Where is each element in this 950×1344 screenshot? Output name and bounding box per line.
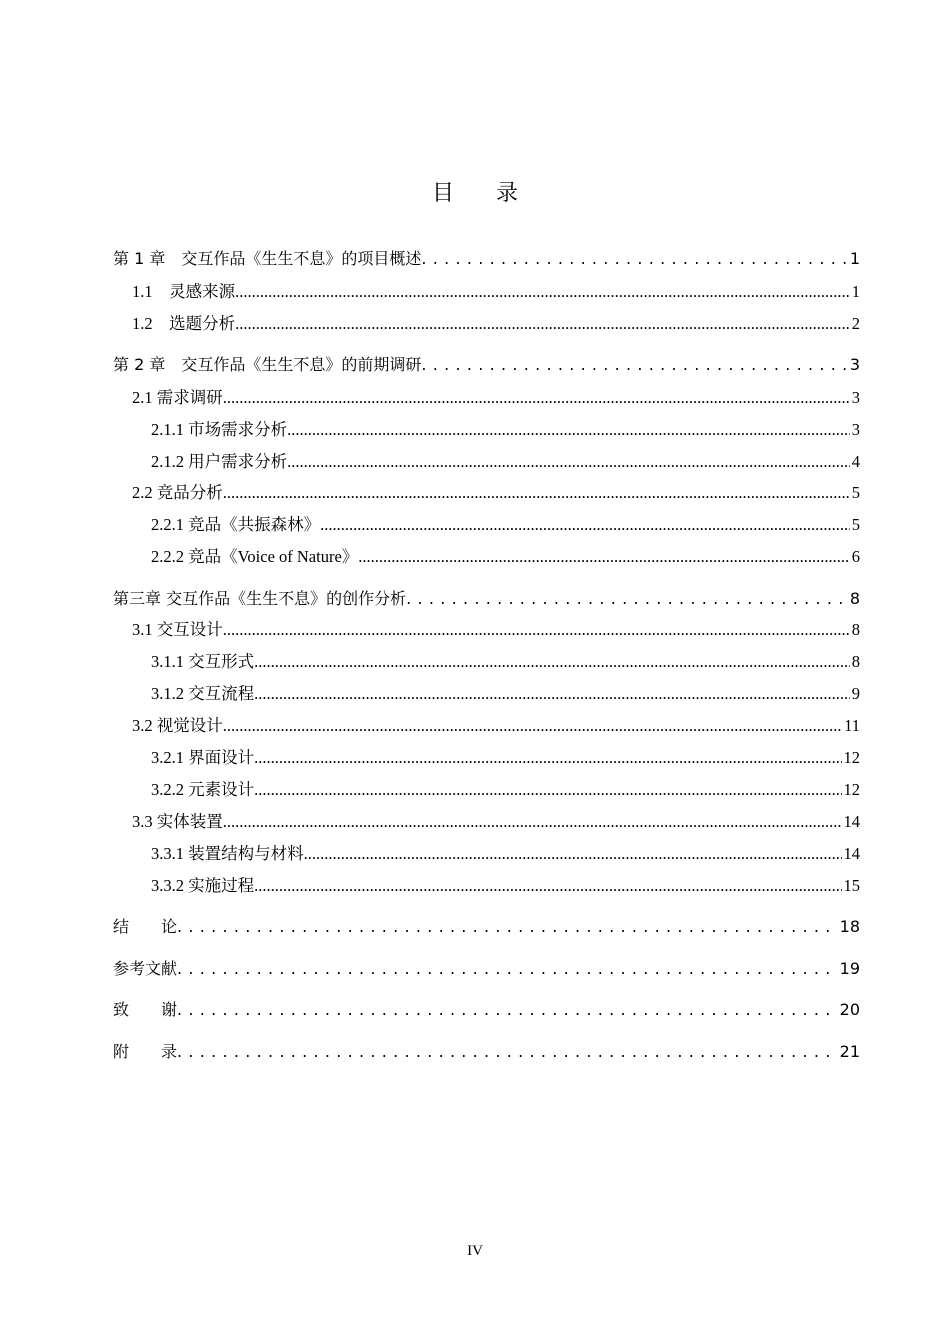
toc-entry-2-1[interactable] [113,387,860,409]
dot-leader [235,313,850,335]
toc-entry-page: 1 [851,282,860,301]
dot-leader [223,482,850,504]
dot-leader [223,619,850,641]
toc-entry-label: 第 1 章 交互作品《生生不息》的项目概述 [113,249,422,268]
dot-leader [177,1041,838,1063]
dot-leader [254,651,850,673]
toc-entry-label: 第 2 章 交互作品《生生不息》的前期调研 [113,355,422,374]
dot-leader [304,843,842,865]
toc-entry-page: 1 [849,249,860,268]
toc-entry-acknowledgements[interactable] [113,999,860,1021]
toc-entry-page: 14 [843,844,860,863]
dot-leader [177,958,838,980]
toc-entry-page: 12 [843,780,860,799]
dot-leader [235,281,850,303]
dot-leader [421,354,847,376]
toc-entry-chapter-2[interactable] [113,354,860,376]
toc-entry-label: 3.3 实体装置 [132,812,223,831]
toc-entry-page: 18 [839,917,860,936]
toc-entry-3-3-1[interactable] [113,843,860,865]
dot-leader [223,715,842,737]
dot-leader [177,999,838,1021]
toc-entry-3-2-1[interactable] [113,747,860,769]
dot-leader [254,875,841,897]
toc-entry-3-1-2[interactable] [113,683,860,705]
toc-entry-page: 11 [844,716,860,735]
toc-title-char-1: 目 [431,181,454,206]
dot-leader [406,588,848,610]
dot-leader [254,747,841,769]
toc-entry-1-1[interactable] [113,281,860,303]
toc-title-char-2: 录 [496,181,519,206]
toc-entry-label: 2.1 需求调研 [132,388,223,407]
toc-entry-label: 3.3.2 实施过程 [151,876,255,895]
toc-entry-page: 19 [839,959,860,978]
toc-entry-1-2[interactable] [113,313,860,335]
dot-leader [254,683,850,705]
toc-entry-page: 9 [851,684,860,703]
toc-entry-label: 3.1 交互设计 [132,620,223,639]
dot-leader [287,419,850,441]
dot-leader [320,514,850,536]
toc-entry-label: 第三章 交互作品《生生不息》的创作分析 [113,589,407,608]
toc-entry-page: 20 [839,1000,860,1019]
toc-entry-2-2-2[interactable] [113,546,860,568]
toc-entry-2-1-2[interactable] [113,451,860,473]
toc-entry-page: 12 [843,748,860,767]
toc-entry-3-3-2[interactable] [113,875,860,897]
dot-leader [223,387,850,409]
dot-leader [223,811,842,833]
toc-entry-3-1[interactable] [113,619,860,641]
toc-entry-page: 3 [851,388,860,407]
dot-leader [421,248,847,270]
toc-entry-page: 3 [849,355,860,374]
toc-entry-appendix[interactable] [113,1041,860,1063]
toc-entry-page: 4 [851,452,860,471]
toc-entry-label: 3.3.1 装置结构与材料 [151,844,304,863]
toc-entry-references[interactable] [113,958,860,980]
toc-entry-label: 3.2.2 元素设计 [151,780,255,799]
dot-leader [254,779,841,801]
toc-entry-label: 3.1.1 交互形式 [151,652,255,671]
toc-entry-label: 结 论 [113,917,178,936]
toc-entry-label: 3.2 视觉设计 [132,716,223,735]
toc-entry-label: 致 谢 [113,1000,178,1019]
toc-entry-label: 2.1.2 用户需求分析 [151,452,288,471]
toc-entry-label: 2.2.1 竞品《共振森林》 [151,515,321,534]
toc-entry-page: 14 [843,812,860,831]
toc-entry-label: 3.1.2 交互流程 [151,684,255,703]
toc-entry-label: 1.1 灵感来源 [132,282,236,301]
toc-entry-conclusion[interactable] [113,916,860,938]
toc-entry-2-2[interactable] [113,482,860,504]
toc-entry-chapter-1[interactable] [113,248,860,270]
toc-entry-3-2-2[interactable] [113,779,860,801]
dot-leader [358,546,849,568]
toc-entry-page: 8 [849,589,860,608]
toc-entry-3-2[interactable] [113,715,860,737]
page-number: IV [467,1243,483,1259]
toc-entry-label: 参考文献 [113,959,178,978]
toc-entry-label: 2.2 竞品分析 [132,483,223,502]
toc-title [0,176,950,207]
toc-entry-page: 21 [839,1042,860,1061]
toc-entry-page: 3 [851,420,860,439]
toc-entry-page: 5 [851,483,860,502]
toc-entry-2-1-1[interactable] [113,419,860,441]
dot-leader [287,451,850,473]
toc-entry-label: 附 录 [113,1042,178,1061]
toc-entry-3-3[interactable] [113,811,860,833]
toc-entry-3-1-1[interactable] [113,651,860,673]
toc-entry-page: 15 [843,876,860,895]
toc-entry-label: 3.2.1 界面设计 [151,748,255,767]
dot-leader [177,916,838,938]
toc-entry-page: 8 [851,652,860,671]
toc-entry-chapter-3[interactable] [113,588,860,610]
toc-entry-label: 2.1.1 市场需求分析 [151,420,288,439]
toc-entry-2-2-1[interactable] [113,514,860,536]
toc-entry-label: 2.2.2 竞品《Voice of Nature》 [151,547,359,566]
toc-entry-page: 5 [851,515,860,534]
toc-entry-label: 1.2 选题分析 [132,314,236,333]
toc-entry-page: 2 [851,314,860,333]
toc-entry-page: 8 [851,620,860,639]
toc-entry-page: 6 [851,547,860,566]
